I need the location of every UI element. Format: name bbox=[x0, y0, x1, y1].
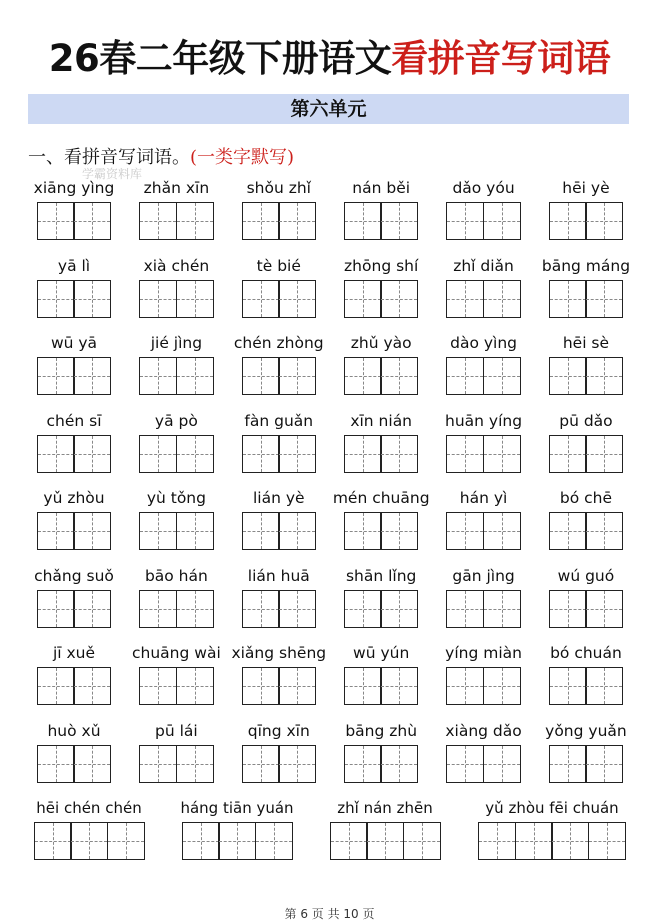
tianzige-box[interactable] bbox=[242, 435, 280, 473]
writing-boxes bbox=[344, 435, 419, 473]
pinyin-label: chén sī bbox=[46, 411, 102, 430]
word-item bbox=[130, 484, 222, 562]
writing-boxes bbox=[242, 745, 317, 783]
page-footer: 第 6 页 共 10 页 bbox=[284, 907, 375, 921]
pinyin-label: qīng xīn bbox=[247, 721, 310, 740]
pinyin-label: chén zhòng bbox=[233, 334, 324, 352]
word-item bbox=[28, 252, 120, 330]
pinyin-label: wū yā bbox=[50, 334, 98, 352]
tianzige-box[interactable] bbox=[585, 435, 623, 473]
pinyin-label: hēi sè bbox=[562, 334, 610, 352]
tianzige-box[interactable] bbox=[139, 745, 177, 783]
pinyin-label: jī xuě bbox=[52, 644, 96, 662]
tianzige-box[interactable] bbox=[585, 280, 623, 318]
word-item bbox=[28, 639, 120, 717]
pinyin-label: lián yè bbox=[252, 489, 305, 507]
pinyin-label: huān yíng bbox=[445, 411, 523, 430]
pinyin-label: hán yì bbox=[459, 489, 508, 507]
tianzige-box[interactable] bbox=[176, 590, 214, 628]
writing-boxes bbox=[182, 822, 293, 860]
tianzige-box[interactable] bbox=[255, 822, 293, 860]
writing-boxes bbox=[344, 202, 419, 240]
writing-boxes bbox=[34, 822, 145, 860]
tianzige-box[interactable] bbox=[242, 357, 280, 395]
word-item bbox=[540, 252, 632, 330]
writing-boxes bbox=[139, 357, 214, 395]
pinyin-label: xiàng dǎo bbox=[445, 721, 522, 740]
unit-banner: 第六单元 bbox=[28, 94, 629, 124]
pinyin-label: zhǐ nán zhēn bbox=[337, 799, 433, 817]
tianzige-box[interactable] bbox=[380, 667, 418, 705]
word-item bbox=[335, 639, 427, 717]
tianzige-box[interactable] bbox=[278, 745, 316, 783]
word-item bbox=[130, 717, 222, 795]
writing-boxes bbox=[344, 357, 419, 395]
pinyin-label: pū dǎo bbox=[559, 411, 613, 430]
tianzige-box[interactable] bbox=[278, 435, 316, 473]
tianzige-box[interactable] bbox=[585, 745, 623, 783]
pinyin-label: bāo hán bbox=[144, 566, 208, 585]
writing-boxes bbox=[139, 202, 214, 240]
writing-boxes bbox=[549, 280, 624, 318]
word-item bbox=[335, 407, 427, 485]
tianzige-box[interactable] bbox=[176, 202, 214, 240]
pinyin-label: zhǐ diǎn bbox=[453, 256, 514, 275]
writing-boxes bbox=[446, 202, 521, 240]
tianzige-box[interactable] bbox=[549, 512, 587, 550]
pinyin-label: bó chē bbox=[559, 489, 613, 507]
word-item bbox=[28, 562, 120, 640]
writing-boxes bbox=[549, 202, 624, 240]
word-item bbox=[130, 562, 222, 640]
tianzige-box[interactable] bbox=[446, 435, 484, 473]
exercise-row bbox=[28, 484, 632, 562]
tianzige-box[interactable] bbox=[37, 512, 75, 550]
tianzige-box[interactable] bbox=[344, 280, 382, 318]
pinyin-label: yù tǒng bbox=[146, 489, 206, 507]
pinyin-label: huò xǔ bbox=[47, 721, 101, 740]
pinyin-label: xià chén bbox=[143, 256, 210, 275]
pinyin-label: chǎng suǒ bbox=[34, 566, 114, 585]
writing-boxes bbox=[242, 435, 317, 473]
exercise-row bbox=[28, 639, 632, 717]
pinyin-label: wū yún bbox=[353, 644, 410, 662]
word-item bbox=[28, 794, 150, 872]
tianzige-box[interactable] bbox=[483, 745, 521, 783]
tianzige-box[interactable] bbox=[585, 590, 623, 628]
tianzige-box[interactable] bbox=[380, 745, 418, 783]
word-item bbox=[28, 717, 120, 795]
tianzige-box[interactable] bbox=[483, 357, 521, 395]
pinyin-label: zhǔ yào bbox=[350, 334, 412, 352]
pinyin-label: hēi yè bbox=[562, 179, 610, 197]
tianzige-box[interactable] bbox=[37, 202, 75, 240]
word-item bbox=[28, 174, 120, 252]
tianzige-box[interactable] bbox=[278, 512, 316, 550]
tianzige-box[interactable] bbox=[330, 822, 368, 860]
tianzige-box[interactable] bbox=[380, 590, 418, 628]
writing-boxes bbox=[139, 512, 214, 550]
writing-boxes bbox=[139, 667, 214, 705]
word-item bbox=[176, 794, 298, 872]
writing-boxes bbox=[37, 357, 112, 395]
word-item bbox=[130, 329, 222, 407]
writing-boxes bbox=[242, 590, 317, 628]
pinyin-label: xīn nián bbox=[350, 411, 413, 430]
page-title bbox=[0, 28, 659, 82]
tianzige-box[interactable] bbox=[483, 590, 521, 628]
tianzige-box[interactable] bbox=[344, 667, 382, 705]
tianzige-box[interactable] bbox=[176, 745, 214, 783]
tianzige-box[interactable] bbox=[70, 822, 108, 860]
pinyin-label: háng tiān yuán bbox=[180, 799, 294, 817]
pinyin-label: bāng zhù bbox=[345, 721, 418, 740]
writing-boxes bbox=[549, 357, 624, 395]
tianzige-box[interactable] bbox=[446, 590, 484, 628]
tianzige-box[interactable] bbox=[446, 667, 484, 705]
exercise-grid bbox=[28, 174, 632, 872]
tianzige-box[interactable] bbox=[483, 202, 521, 240]
writing-boxes bbox=[549, 435, 624, 473]
word-item bbox=[28, 484, 120, 562]
word-item bbox=[233, 639, 325, 717]
pinyin-label: bó chuán bbox=[550, 644, 622, 662]
tianzige-box[interactable] bbox=[549, 590, 587, 628]
writing-boxes bbox=[446, 435, 521, 473]
pinyin-label: fàn guǎn bbox=[244, 411, 314, 430]
writing-boxes bbox=[446, 745, 521, 783]
word-item bbox=[233, 174, 325, 252]
writing-boxes bbox=[37, 590, 112, 628]
tianzige-box[interactable] bbox=[549, 357, 587, 395]
tianzige-box[interactable] bbox=[549, 202, 587, 240]
writing-boxes bbox=[446, 667, 521, 705]
tianzige-box[interactable] bbox=[139, 280, 177, 318]
writing-boxes bbox=[242, 202, 317, 240]
tianzige-box[interactable] bbox=[278, 202, 316, 240]
tianzige-box[interactable] bbox=[344, 745, 382, 783]
tianzige-box[interactable] bbox=[515, 822, 553, 860]
tianzige-box[interactable] bbox=[73, 745, 111, 783]
watermark-text: 学霸资料库 bbox=[82, 167, 143, 181]
tianzige-box[interactable] bbox=[37, 667, 75, 705]
pinyin-label: hēi chén chén bbox=[36, 799, 142, 817]
section-note: (一类字默写) bbox=[190, 147, 295, 168]
tianzige-box[interactable] bbox=[380, 357, 418, 395]
tianzige-box[interactable] bbox=[73, 435, 111, 473]
writing-boxes bbox=[37, 202, 112, 240]
pinyin-label: xiǎng shēng bbox=[231, 644, 327, 662]
tianzige-box[interactable] bbox=[278, 357, 316, 395]
tianzige-box[interactable] bbox=[139, 202, 177, 240]
tianzige-box[interactable] bbox=[176, 280, 214, 318]
word-item bbox=[540, 562, 632, 640]
pinyin-label: yíng miàn bbox=[445, 644, 522, 662]
word-item bbox=[540, 639, 632, 717]
tianzige-box[interactable] bbox=[588, 822, 626, 860]
writing-boxes bbox=[37, 512, 112, 550]
pinyin-label: zhǎn xīn bbox=[143, 179, 210, 197]
tianzige-box[interactable] bbox=[218, 822, 256, 860]
word-item bbox=[540, 407, 632, 485]
word-item bbox=[438, 639, 530, 717]
writing-boxes bbox=[139, 435, 214, 473]
pinyin-label: jié jìng bbox=[150, 334, 203, 352]
pinyin-label: yǒng yuǎn bbox=[545, 721, 627, 740]
tianzige-box[interactable] bbox=[73, 280, 111, 318]
writing-boxes bbox=[549, 512, 624, 550]
tianzige-box[interactable] bbox=[139, 590, 177, 628]
tianzige-box[interactable] bbox=[278, 280, 316, 318]
word-item bbox=[438, 562, 530, 640]
writing-boxes bbox=[242, 280, 317, 318]
tianzige-box[interactable] bbox=[73, 357, 111, 395]
tianzige-box[interactable] bbox=[344, 357, 382, 395]
pinyin-label: wú guó bbox=[557, 566, 615, 585]
pinyin-label: lián huā bbox=[247, 566, 310, 585]
word-item bbox=[233, 329, 325, 407]
word-item bbox=[324, 794, 446, 872]
tianzige-box[interactable] bbox=[107, 822, 145, 860]
tianzige-box[interactable] bbox=[380, 435, 418, 473]
writing-boxes bbox=[478, 822, 626, 860]
tianzige-box[interactable] bbox=[483, 667, 521, 705]
tianzige-box[interactable] bbox=[176, 357, 214, 395]
tianzige-box[interactable] bbox=[176, 512, 214, 550]
word-item bbox=[438, 329, 530, 407]
tianzige-box[interactable] bbox=[34, 822, 72, 860]
tianzige-box[interactable] bbox=[366, 822, 404, 860]
tianzige-box[interactable] bbox=[549, 280, 587, 318]
tianzige-box[interactable] bbox=[37, 745, 75, 783]
writing-boxes bbox=[549, 745, 624, 783]
word-item bbox=[438, 174, 530, 252]
pinyin-label: shān lǐng bbox=[345, 566, 417, 585]
writing-boxes bbox=[446, 280, 521, 318]
pinyin-label: tè bié bbox=[256, 256, 301, 275]
word-item bbox=[540, 484, 632, 562]
writing-boxes bbox=[37, 280, 112, 318]
pinyin-label: yā lì bbox=[57, 256, 91, 275]
writing-boxes bbox=[139, 280, 214, 318]
writing-boxes bbox=[446, 512, 521, 550]
pinyin-label: dào yìng bbox=[450, 334, 517, 352]
word-item bbox=[332, 484, 430, 562]
writing-boxes bbox=[344, 745, 419, 783]
writing-boxes bbox=[37, 667, 112, 705]
tianzige-box[interactable] bbox=[37, 280, 75, 318]
tianzige-box[interactable] bbox=[139, 357, 177, 395]
tianzige-box[interactable] bbox=[73, 202, 111, 240]
word-item bbox=[233, 717, 325, 795]
writing-boxes bbox=[344, 590, 419, 628]
tianzige-box[interactable] bbox=[483, 280, 521, 318]
pinyin-label: zhōng shí bbox=[344, 256, 419, 275]
tianzige-box[interactable] bbox=[551, 822, 589, 860]
exercise-row bbox=[28, 794, 632, 872]
writing-boxes bbox=[446, 590, 521, 628]
word-item bbox=[438, 717, 530, 795]
tianzige-box[interactable] bbox=[139, 512, 177, 550]
tianzige-box[interactable] bbox=[73, 512, 111, 550]
pinyin-label: chuāng wài bbox=[132, 644, 221, 662]
exercise-row bbox=[28, 329, 632, 407]
tianzige-box[interactable] bbox=[73, 590, 111, 628]
word-item bbox=[540, 717, 632, 795]
word-item bbox=[130, 252, 222, 330]
tianzige-box[interactable] bbox=[37, 590, 75, 628]
writing-boxes bbox=[549, 667, 624, 705]
writing-boxes bbox=[549, 590, 624, 628]
word-item bbox=[335, 329, 427, 407]
tianzige-box[interactable] bbox=[380, 202, 418, 240]
writing-boxes bbox=[330, 822, 441, 860]
writing-boxes bbox=[37, 435, 112, 473]
word-item bbox=[233, 484, 325, 562]
writing-boxes bbox=[446, 357, 521, 395]
tianzige-box[interactable] bbox=[549, 435, 587, 473]
tianzige-box[interactable] bbox=[585, 357, 623, 395]
title-highlight: 看拼音写词语 bbox=[391, 37, 611, 80]
pinyin-label: gān jìng bbox=[452, 566, 515, 585]
pinyin-label: yǔ zhòu fēi chuán bbox=[485, 799, 619, 817]
exercise-row bbox=[28, 252, 632, 330]
writing-boxes bbox=[37, 745, 112, 783]
tianzige-box[interactable] bbox=[344, 435, 382, 473]
word-item bbox=[233, 252, 325, 330]
tianzige-box[interactable] bbox=[176, 667, 214, 705]
tianzige-box[interactable] bbox=[446, 280, 484, 318]
tianzige-box[interactable] bbox=[549, 667, 587, 705]
tianzige-box[interactable] bbox=[139, 435, 177, 473]
pinyin-label: yā pò bbox=[154, 411, 198, 430]
pinyin-label: yǔ zhòu bbox=[43, 489, 105, 507]
writing-boxes bbox=[139, 745, 214, 783]
tianzige-box[interactable] bbox=[278, 590, 316, 628]
exercise-row bbox=[28, 717, 632, 795]
word-item bbox=[233, 407, 325, 485]
writing-boxes bbox=[139, 590, 214, 628]
tianzige-box[interactable] bbox=[73, 667, 111, 705]
tianzige-box[interactable] bbox=[242, 280, 280, 318]
word-item bbox=[335, 252, 427, 330]
word-item bbox=[335, 174, 427, 252]
tianzige-box[interactable] bbox=[37, 357, 75, 395]
writing-boxes bbox=[242, 512, 317, 550]
tianzige-box[interactable] bbox=[446, 357, 484, 395]
tianzige-box[interactable] bbox=[446, 512, 484, 550]
exercise-row bbox=[28, 407, 632, 485]
tianzige-box[interactable] bbox=[242, 202, 280, 240]
word-item bbox=[540, 329, 632, 407]
tianzige-box[interactable] bbox=[344, 512, 382, 550]
title-prefix: 26春二年级下册语文 bbox=[48, 37, 392, 80]
tianzige-box[interactable] bbox=[446, 745, 484, 783]
tianzige-box[interactable] bbox=[176, 435, 214, 473]
tianzige-box[interactable] bbox=[242, 667, 280, 705]
tianzige-box[interactable] bbox=[242, 512, 280, 550]
section-heading bbox=[28, 143, 294, 169]
pinyin-label: pū lái bbox=[155, 721, 198, 740]
tianzige-box[interactable] bbox=[403, 822, 441, 860]
pinyin-label: mén chuāng bbox=[332, 489, 430, 507]
pinyin-label: shǒu zhǐ bbox=[246, 179, 311, 197]
tianzige-box[interactable] bbox=[380, 512, 418, 550]
writing-boxes bbox=[242, 667, 317, 705]
section-label: 一、看拼音写词语。 bbox=[28, 147, 190, 168]
pinyin-label: dǎo yóu bbox=[452, 179, 515, 197]
tianzige-box[interactable] bbox=[483, 435, 521, 473]
tianzige-box[interactable] bbox=[139, 667, 177, 705]
pinyin-label: bāng máng bbox=[541, 256, 631, 275]
tianzige-box[interactable] bbox=[549, 745, 587, 783]
tianzige-box[interactable] bbox=[483, 512, 521, 550]
tianzige-box[interactable] bbox=[478, 822, 516, 860]
exercise-row bbox=[28, 562, 632, 640]
tianzige-box[interactable] bbox=[278, 667, 316, 705]
tianzige-box[interactable] bbox=[37, 435, 75, 473]
word-item bbox=[28, 407, 120, 485]
word-item bbox=[233, 562, 325, 640]
word-item bbox=[130, 639, 222, 717]
writing-boxes bbox=[344, 280, 419, 318]
word-item bbox=[130, 174, 222, 252]
tianzige-box[interactable] bbox=[344, 590, 382, 628]
word-item bbox=[335, 717, 427, 795]
tianzige-box[interactable] bbox=[182, 822, 220, 860]
word-item bbox=[540, 174, 632, 252]
word-item bbox=[438, 252, 530, 330]
exercise-row bbox=[28, 174, 632, 252]
tianzige-box[interactable] bbox=[344, 202, 382, 240]
tianzige-box[interactable] bbox=[585, 512, 623, 550]
pinyin-label: xiāng yìng bbox=[33, 179, 115, 197]
writing-boxes bbox=[344, 512, 419, 550]
tianzige-box[interactable] bbox=[585, 667, 623, 705]
word-item bbox=[438, 484, 530, 562]
pinyin-label: nán běi bbox=[352, 179, 411, 197]
word-item bbox=[335, 562, 427, 640]
word-item bbox=[438, 407, 530, 485]
word-item bbox=[28, 329, 120, 407]
tianzige-box[interactable] bbox=[242, 745, 280, 783]
word-item bbox=[130, 407, 222, 485]
tianzige-box[interactable] bbox=[446, 202, 484, 240]
tianzige-box[interactable] bbox=[242, 590, 280, 628]
writing-boxes bbox=[344, 667, 419, 705]
tianzige-box[interactable] bbox=[380, 280, 418, 318]
word-item bbox=[472, 794, 632, 872]
writing-boxes bbox=[242, 357, 317, 395]
tianzige-box[interactable] bbox=[585, 202, 623, 240]
